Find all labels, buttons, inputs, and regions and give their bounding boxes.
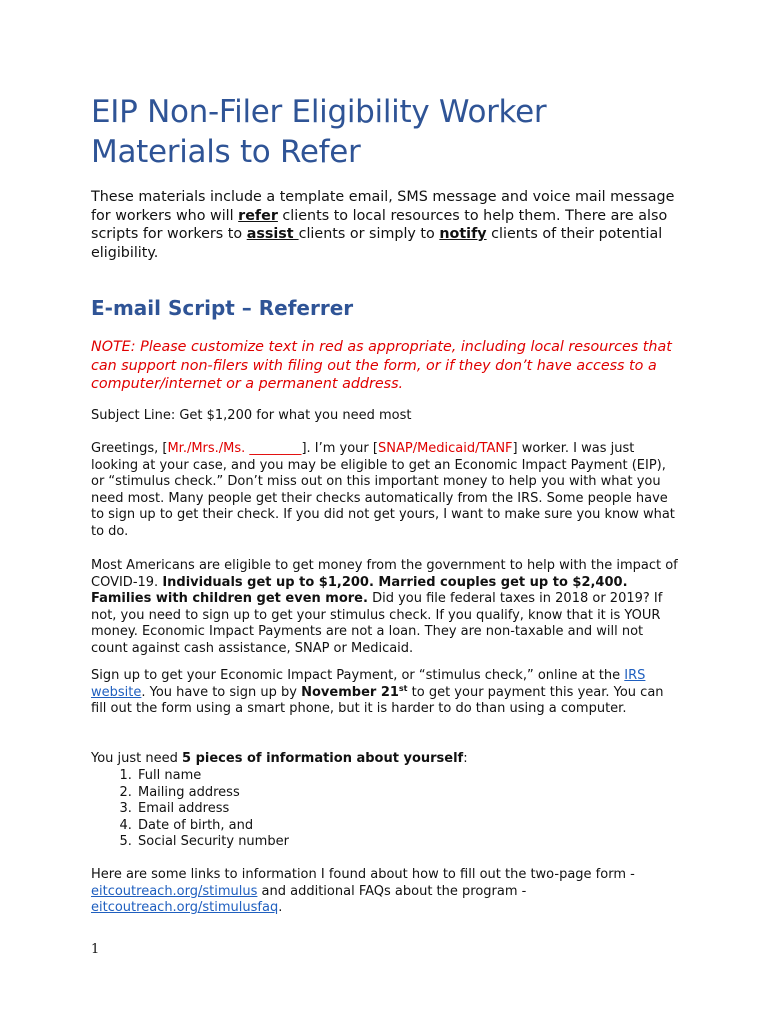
intro-paragraph: [91, 188, 691, 262]
signup-text: Sign up to get your Economic Impact Payment, or “stimulus check,” online at the: [91, 668, 625, 683]
greeting-text: Greetings, [: [91, 441, 168, 456]
info-list: [91, 768, 636, 851]
list-item: 2. Mailing address: [136, 785, 636, 802]
intro-text: clients of their potential eligibility.: [91, 226, 663, 261]
stimulus-faq-link[interactable]: eitcoutreach.org/stimulusfaq: [91, 900, 279, 916]
list-item: 5. Social Security number: [136, 834, 636, 851]
list-item: 4. Date of birth, and: [136, 818, 636, 835]
deadline-date: November 21: [301, 684, 399, 700]
signup-deadline: [301, 685, 407, 700]
list-item: 1. Full name: [136, 768, 636, 785]
signup-text: . You have to sign up by: [141, 684, 302, 700]
info-needed-text: You just need: [91, 751, 183, 766]
list-item: 3. Email address: [136, 801, 636, 818]
resource-links-text: and additional FAQs about the program -: [257, 883, 527, 899]
intro-notify-emphasis: notify: [439, 226, 487, 242]
greeting-text: ] worker. I was just looking at your case, and you may be eligible to get an Economic Impact Payment (EIP), or “stimulus check.” Don’t miss out on this important money to help you with what you need most. Many people get their checks automatically from the IRS. Some people have to sign up to get their check. If you did not get yours, I want to make sure you know what to do.: [91, 441, 675, 539]
page-number: 1: [91, 942, 100, 957]
resource-links-paragraph: [91, 867, 681, 917]
intro-text: clients to local resources to help them. There are also scripts for workers to: [91, 207, 668, 242]
info-needed-intro: [91, 751, 681, 768]
intro-assist-emphasis: assist: [246, 226, 299, 242]
greeting-paragraph: [91, 441, 681, 541]
name-placeholder: Mr./Mrs./Ms. ________: [167, 441, 302, 456]
stimulus-link[interactable]: eitcoutreach.org/stimulus: [91, 883, 258, 899]
signup-text: to get your payment this year. You can fill out the form using a smart phone, but it is harder to do than using a computer.: [91, 684, 664, 717]
eligibility-text: Most Americans are eligible to get money from the government to help with the impact of COVID-19.: [91, 558, 678, 590]
page-title: EIP Non-Filer Eligibility Worker Materials to Refer: [91, 94, 547, 170]
irs-website-link[interactable]: IRS website: [91, 668, 646, 700]
resource-links-text: Here are some links to information I found about how to fill out the two-page form -: [91, 867, 635, 882]
program-placeholder: SNAP/Medicaid/TANF: [377, 441, 513, 456]
customization-note: NOTE: Please customize text in red as appropriate, including local resources that can support non-filers with filing out the form, or if they don’t have access to a computer/internet or a permanent address.: [91, 339, 672, 392]
section-heading: E-mail Script – Referrer: [91, 296, 354, 320]
intro-text: clients or simply to: [298, 226, 440, 242]
payment-amounts: Individuals get up to $1,200. Married couples get up to $2,400. Families with children get even more.: [91, 574, 628, 607]
greeting-text: ]. I’m your [: [301, 441, 378, 456]
signup-paragraph: [91, 668, 681, 718]
info-needed-emphasis: 5 pieces of information about yourself: [182, 751, 464, 766]
info-needed-text: :: [463, 751, 468, 766]
deadline-suffix: st: [398, 683, 408, 693]
intro-text: These materials include a template email, SMS message and voice mail message for workers who will: [91, 189, 675, 224]
eligibility-paragraph: [91, 558, 681, 658]
eligibility-text: Did you file federal taxes in 2018 or 2019? If not, you need to sign up to get your stimulus check. If you qualify, know that it is YOUR money. Economic Impact Payments are not a loan. They are non-taxable and will not count against cash assistance, SNAP or Medicaid.: [91, 591, 663, 656]
intro-refer-emphasis: refer: [238, 207, 278, 224]
resource-links-text: .: [278, 900, 283, 916]
subject-line: Subject Line: Get $1,200 for what you need most: [91, 408, 412, 423]
